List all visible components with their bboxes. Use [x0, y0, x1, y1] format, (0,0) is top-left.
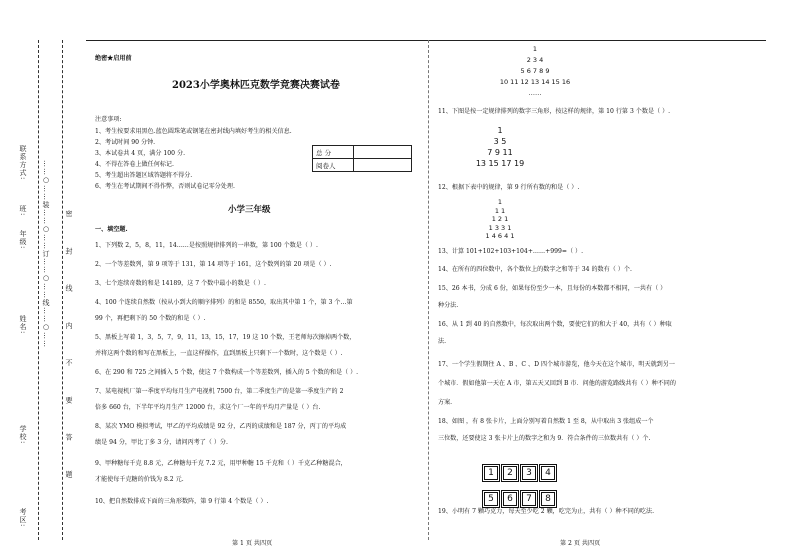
- total-score-cell: [354, 146, 412, 159]
- note-item: 2、考试时间 90 分钟.: [95, 139, 156, 146]
- tri1-row: 10 11 12 13 14 15 16: [499, 78, 571, 86]
- number-card: 2: [503, 466, 517, 480]
- number-triangle-2: [445, 125, 555, 169]
- question: 12、根据下表中的规律，第 9 行所有数的和是（ ）.: [438, 184, 580, 191]
- question: 1、下列数 2，5，8，11，14……是按照规律排列的一串数，第 100 个数是（ ）.: [95, 242, 318, 249]
- question: 个城市．假如他第一天在 A 市，第五天又回到 B 市．问他的游览路线共有（ ）种不同的: [438, 380, 676, 387]
- question: 法.: [438, 338, 447, 345]
- grader-cell: [354, 159, 412, 172]
- question: 7、某电视机厂第一季度平均每月生产电视机 7500 台，第二季度生产的是第一季度生产的 2: [95, 388, 344, 395]
- number-card: 1: [484, 466, 498, 480]
- tri1-row: 2 3 4: [526, 56, 544, 64]
- page-title: 2023小学奥林匹克数学竞赛决赛试卷: [172, 80, 340, 91]
- tri3-row: 1 1: [494, 206, 506, 215]
- question: 8、某次 YMO 模拟考试，甲乙的平均成绩是 92 分，乙丙的成绩和是 187 分，丙丁的平均成: [95, 423, 347, 430]
- question: 11、下图是按一定规律排列的数字三角形，按这样的规律，第 10 行第 3 个数是（ ）.: [438, 108, 671, 115]
- school-field: 学校:: [19, 425, 27, 445]
- question: 15、26 本书，分成 6 份，如果每份至少一本，且每份的本数都不相同，一共有（ ）: [438, 285, 667, 292]
- question: 种分法.: [438, 302, 459, 309]
- question: 倍多 660 台，下半年平均月生产 12000 台，求这个厂一年的平均月产量是（ ）台.: [95, 404, 321, 411]
- question: 99 个，再把剩下的 50 个数的和是（ ）.: [95, 315, 206, 322]
- number-card: 7: [522, 492, 536, 506]
- question: 三位数，还要使这 3 张卡片上的数字之和为 9．符合条件的三位数共有（ ）个.: [438, 435, 651, 442]
- number-card: 4: [541, 466, 555, 480]
- number-cards: [484, 460, 560, 506]
- note-item: 6、考生在考试期间不得作弊，否则试卷记零分处理.: [95, 183, 235, 190]
- question: 16、从 1 到 40 的自然数中，每次取出两个数，要使它们的和大于 40，共有（ ）种取: [438, 321, 672, 328]
- page-divider: [428, 40, 429, 540]
- number-card: 5: [484, 492, 498, 506]
- tri3-row: 1 3 3 1: [488, 223, 512, 232]
- binding-line-outer: [38, 40, 39, 540]
- seal-line-text: 密 封 线 内 不 要 答 题: [65, 210, 73, 492]
- question: 10、把自然数排成下面的三角形数阵，第 9 行第 4 个数是（ ）.: [95, 498, 269, 505]
- footer-left: 第 1 页 共四页: [232, 540, 273, 547]
- score-table: [312, 145, 412, 172]
- binding-line-inner: [62, 40, 63, 540]
- tri1-row: 1: [532, 45, 538, 53]
- note-item: 5、考生超出答题区域答题将不得分.: [95, 172, 193, 179]
- question: 3、七个连续奇数的和是 14189，这 7 个数中最小的数是（ ）.: [95, 280, 266, 287]
- grader-label: 阅卷人: [313, 159, 354, 172]
- tri2-row: 13 15 17 19: [475, 159, 525, 168]
- pascal-triangle: [440, 198, 560, 241]
- section-heading: 一、填空题.: [95, 226, 128, 233]
- note-item: 1、考生按要求用黑色.蓝色圆珠笔或钢笔在密封线内填好考生的相关信息.: [95, 128, 292, 135]
- notes-heading: 注意事项:: [95, 116, 122, 123]
- tri1-row: 5 6 7 8 9: [520, 67, 550, 75]
- question: 14、在所有的四位数中，各个数位上的数字之和等于 34 的数有（ ）个.: [438, 266, 632, 273]
- tri1-row: ……: [528, 89, 542, 97]
- question: 方案.: [438, 399, 453, 406]
- question: 才能使每千克糖的价钱为 8.2 元.: [95, 476, 184, 483]
- note-item: 3、本试卷共 4 页，满分 100 分.: [95, 150, 186, 157]
- question: 2、一个等差数列，第 9 项等于 131，第 14 项等于 161，这个数列的第 20 项是（ ）.: [95, 261, 332, 268]
- note-item: 4、不得在答卷上做任何标记.: [95, 161, 174, 168]
- question: 绩是 94 分，甲比丁多 3 分，请问丙考了（ ）分.: [95, 439, 228, 446]
- tri3-row: 1: [497, 198, 503, 206]
- grade-heading: 小学三年级: [228, 205, 271, 215]
- question: 并将这两个数的和写在黑板上，一直这样操作，直到黑板上只剩下一个数时，这个数是（ ）.: [95, 350, 343, 357]
- number-card: 8: [541, 492, 555, 506]
- tri2-row: 7 9 11: [487, 148, 513, 157]
- footer-right: 第 2 页 共四页: [560, 540, 601, 547]
- question: 9、甲种糖每千克 8.8 元，乙种糖每千克 7.2 元，用甲种糖 15 千克和（ ）千克乙种糖混合，: [95, 460, 347, 467]
- grade-field: 年级:: [19, 230, 27, 250]
- question: 5、黑板上写着 1，3，5，7，9，11，13，15，17，19 这 10 个数，王老师每次擦掉两个数，: [95, 334, 356, 341]
- tri3-row: 1 2 1: [491, 215, 509, 223]
- top-rule: [86, 40, 766, 41]
- tri2-row: 1: [497, 126, 503, 135]
- question: 6、在 290 和 725 之间插入 5 个数，使这 7 个数构成一个等差数列，插入的 5 个数的和是（ ）.: [95, 369, 359, 376]
- total-score-label: 总 分: [313, 146, 354, 159]
- left-questions: [95, 242, 425, 512]
- question: 13、计算 101+102+103+104+……+999=（ ）.: [438, 248, 584, 255]
- question: 17、一个学生假期往 A 、B 、C 、D 四个城市游览，他今天在这个城市，明天就到另一: [438, 361, 675, 368]
- question: 18、如图 ，有 8 张卡片，上面分别写着自然数 1 至 8，从中取出 3 张组成一个: [438, 418, 654, 425]
- question: 4、100 个连续自然数（按从小到大的顺序排列）的和是 8550，取出其中第 1 个，第 3 个…第: [95, 299, 353, 306]
- exam-area-field: 考区:: [19, 508, 27, 528]
- number-triangle-1: [460, 44, 610, 99]
- secret-label: 绝密★启用前: [95, 55, 132, 62]
- number-card: 3: [522, 466, 536, 480]
- cut-line-text: ……○……装……○……订……○……线……○……: [42, 160, 50, 348]
- class-field: 班:: [19, 205, 27, 217]
- question: 19、小明有 7 颗巧克力，每天至少吃 2 颗，吃完为止，共有（ ）种不同的吃法.: [438, 508, 655, 515]
- tri3-row: 1 4 6 4 1: [485, 232, 515, 240]
- right-questions: [438, 248, 778, 448]
- name-field: 姓名:: [19, 315, 27, 335]
- tri2-row: 3 5: [493, 137, 507, 146]
- number-card: 6: [503, 492, 517, 506]
- contact-field: 联系方式:: [19, 145, 27, 181]
